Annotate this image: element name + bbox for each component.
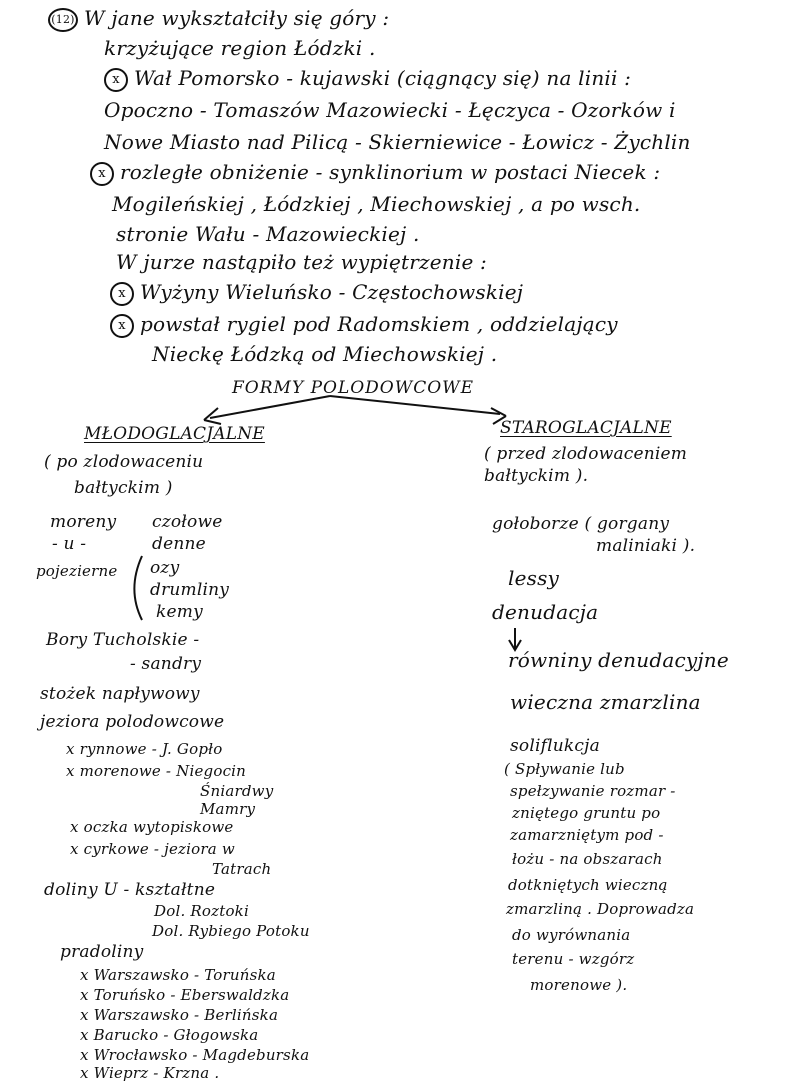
moreny-ditto: - u -: [52, 534, 87, 554]
dolina-roztoki: Dol. Roztoki: [154, 902, 249, 920]
top-line-12: Nieckę Łódzką od Miechowskiej .: [152, 342, 498, 366]
pradolina-3: x Warszawsko - Berlińska: [80, 1006, 279, 1024]
pradolina-5: x Wrocławsko - Magdeburska: [80, 1046, 310, 1064]
soliflukcja-desc-4: zamarzniętym pod -: [510, 826, 664, 844]
jeziora-cyrkowe: x cyrkowe - jeziora w: [70, 840, 235, 858]
soliflukcja-label: soliflukcja: [510, 736, 600, 756]
section-title: FORMY POLODOWCOWE: [232, 378, 475, 398]
goloborze-line-2: maliniaki ).: [596, 536, 696, 556]
bory-line-1: Bory Tucholskie -: [46, 630, 200, 650]
top-line-10: x Wyżyny Wieluńsko - Częstochowskiej: [110, 280, 523, 306]
jeziora-rynnowe: x rynnowe - J. Gopło: [66, 740, 223, 758]
rowniny-label: równiny denudacyjne: [508, 648, 729, 672]
soliflukcja-desc-7: zmarzliną . Doprowadza: [506, 900, 695, 918]
pradolina-6: x Wieprz - Krzna .: [80, 1064, 220, 1082]
top-line-3: x Wał Pomorsko - kujawski (ciągnący się) na linii :: [104, 66, 631, 92]
bullet-circle-x: x: [110, 314, 134, 338]
ozy-label: ozy: [150, 558, 180, 578]
left-sub-2: bałtyckim ): [74, 478, 173, 498]
top-line-8: stronie Wału - Mazowieckiej .: [116, 222, 420, 246]
left-heading: MŁODOGLACJALNE: [84, 424, 265, 444]
lessy-label: lessy: [508, 566, 560, 590]
top-line-4: Opoczno - Tomaszów Mazowiecki - Łęczyca - Ozorków i: [104, 98, 676, 122]
right-heading: STAROGLACJALNE: [500, 418, 672, 438]
top-line-7: Mogileńskiej , Łódzkiej , Miechowskiej , a po wsch.: [112, 192, 641, 216]
top-line-2: krzyżujące region Łódzki .: [104, 36, 376, 60]
moreny-denne: denne: [152, 534, 206, 554]
soliflukcja-desc-10: morenowe ).: [530, 976, 628, 994]
drumliny-label: drumliny: [150, 580, 230, 600]
soliflukcja-desc-2: spełzywanie rozmar -: [510, 782, 676, 800]
soliflukcja-desc-1: ( Spływanie lub: [504, 760, 625, 778]
top-line-1: (12) W jane wykształciły się góry :: [48, 6, 389, 32]
jeziora-label: jeziora polodowcowe: [40, 712, 225, 732]
top-line-6: x rozległe obniżenie - synklinorium w postaci Niecek :: [90, 160, 660, 186]
top-line-11: x powstał rygiel pod Radomskiem , oddzielający: [110, 312, 618, 338]
kemy-label: kemy: [156, 602, 203, 622]
top-line-5: Nowe Miasto nad Pilicą - Skierniewice - Łowicz - Żychlin: [104, 130, 691, 154]
arrow-right-line: [330, 396, 500, 414]
denudacja-label: denudacja: [492, 600, 599, 624]
bullet-circle-x: x: [110, 282, 134, 306]
right-sub-1: ( przed zlodowaceniem: [484, 444, 688, 464]
wieczna-zmarzlina-label: wieczna zmarzlina: [510, 690, 701, 714]
bory-line-2: - sandry: [130, 654, 202, 674]
soliflukcja-desc-9: terenu - wzgórz: [512, 950, 635, 968]
stozek-label: stożek napływowy: [40, 684, 200, 704]
pradolina-1: x Warszawsko - Toruńska: [80, 966, 276, 984]
left-sub-1: ( po zlodowaceniu: [44, 452, 204, 472]
pojezierne-label: pojezierne: [36, 562, 118, 580]
jeziora-morenowe: x morenowe - Niegocin: [66, 762, 247, 780]
den-arrow: [509, 628, 521, 650]
brace-line: [135, 556, 143, 620]
soliflukcja-desc-8: do wyrównania: [512, 926, 631, 944]
moreny-label: moreny: [50, 512, 117, 532]
arrow-left-line: [210, 396, 330, 418]
doliny-label: doliny U - kształtne: [44, 880, 216, 900]
soliflukcja-desc-5: łożu - na obszarach: [512, 850, 663, 868]
pradolina-2: x Toruńsko - Eberswaldzka: [80, 986, 290, 1004]
bullet-circle-x: x: [90, 162, 114, 186]
moreny-czolowe: czołowe: [152, 512, 223, 532]
jeziora-oczka: x oczka wytopiskowe: [70, 818, 234, 836]
jezioro-mamry: Mamry: [200, 800, 256, 818]
pradolina-4: x Barucko - Głogowska: [80, 1026, 259, 1044]
jeziora-tatry: Tatrach: [212, 860, 272, 878]
right-sub-2: bałtyckim ).: [484, 466, 589, 486]
top-line-9: W jurze nastąpiło też wypiętrzenie :: [116, 250, 487, 274]
goloborze-line-1: gołoborze ( gorgany: [492, 514, 670, 534]
pradoliny-label: pradoliny: [60, 942, 144, 962]
soliflukcja-desc-6: dotkniętych wieczną: [508, 876, 668, 894]
soliflukcja-desc-3: zniętego gruntu po: [512, 804, 661, 822]
jezioro-sniardwy: Śniardwy: [200, 782, 274, 800]
page-number-circle: (12): [48, 8, 78, 32]
dolina-rybiego-potoku: Dol. Rybiego Potoku: [152, 922, 310, 940]
bullet-circle-x: x: [104, 68, 128, 92]
